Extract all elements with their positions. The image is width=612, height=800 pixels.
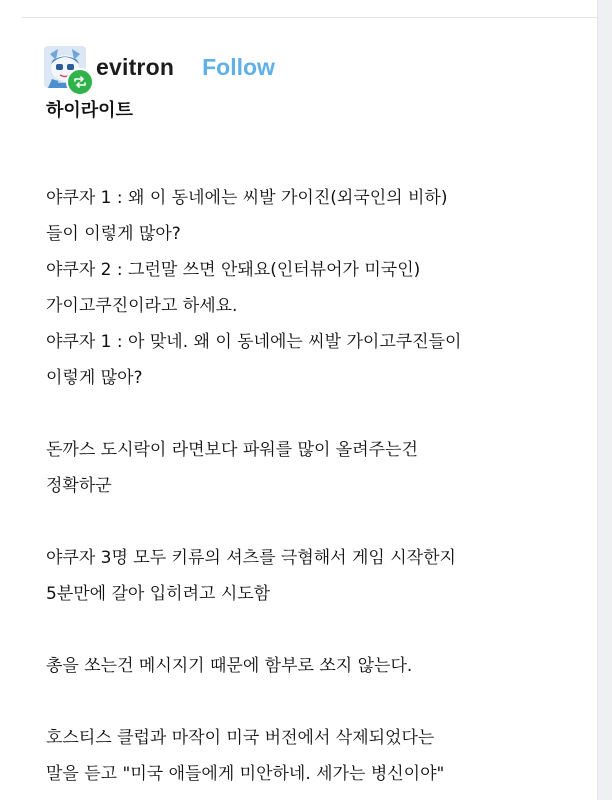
spacer bbox=[46, 684, 586, 720]
reblog-badge bbox=[66, 68, 94, 96]
text-line: 가이고쿠진이라고 하세요. bbox=[46, 296, 238, 316]
text-line: 돈까스 도시락이 라면보다 파워를 많이 올려주는건 bbox=[46, 440, 418, 460]
spacer bbox=[46, 504, 586, 540]
top-divider bbox=[22, 17, 598, 18]
text-line: 들이 이렇게 많아? bbox=[46, 224, 181, 244]
text-line: 호스티스 클럽과 마작이 미국 버전에서 삭제되었다는 bbox=[46, 728, 435, 748]
scrollbar[interactable] bbox=[597, 0, 612, 800]
paragraph bbox=[46, 432, 586, 504]
text-line: 야쿠자 2 : 그런말 쓰면 안돼요(인터뷰어가 미국인) bbox=[46, 260, 421, 280]
author-username[interactable]: evitron bbox=[96, 53, 175, 80]
paragraph bbox=[46, 648, 586, 684]
post-header bbox=[44, 42, 275, 92]
avatar[interactable] bbox=[44, 46, 86, 88]
text-line: 야쿠자 1 : 왜 이 동네에는 씨발 가이진(외국인의 비하) bbox=[46, 188, 448, 208]
text-line: 정확하군 bbox=[46, 476, 112, 496]
text-line: 총을 쏘는건 메시지기 때문에 함부로 쏘지 않는다. bbox=[46, 656, 413, 676]
text-line: 5분만에 갈아 입히려고 시도함 bbox=[46, 584, 271, 604]
text-line: 이렇게 많아? bbox=[46, 368, 143, 388]
post-title: 하이라이트 bbox=[46, 100, 133, 121]
text-line: 야쿠자 1 : 아 맞네. 왜 이 동네에는 씨발 가이고쿠진들이 bbox=[46, 332, 462, 352]
paragraph bbox=[46, 720, 586, 792]
text-line: 야쿠자 3명 모두 키류의 셔츠를 극혐해서 게임 시작한지 bbox=[46, 548, 456, 568]
follow-button[interactable]: Follow bbox=[202, 53, 275, 80]
reblog-icon bbox=[73, 75, 87, 89]
paragraph bbox=[46, 540, 586, 612]
paragraph bbox=[46, 180, 586, 396]
spacer bbox=[46, 126, 586, 180]
spacer bbox=[46, 396, 586, 432]
text-line: 말을 듣고 "미국 애들에게 미안하네. 세가는 병신이야" bbox=[46, 764, 445, 784]
post-body bbox=[46, 96, 586, 792]
spacer bbox=[46, 612, 586, 648]
